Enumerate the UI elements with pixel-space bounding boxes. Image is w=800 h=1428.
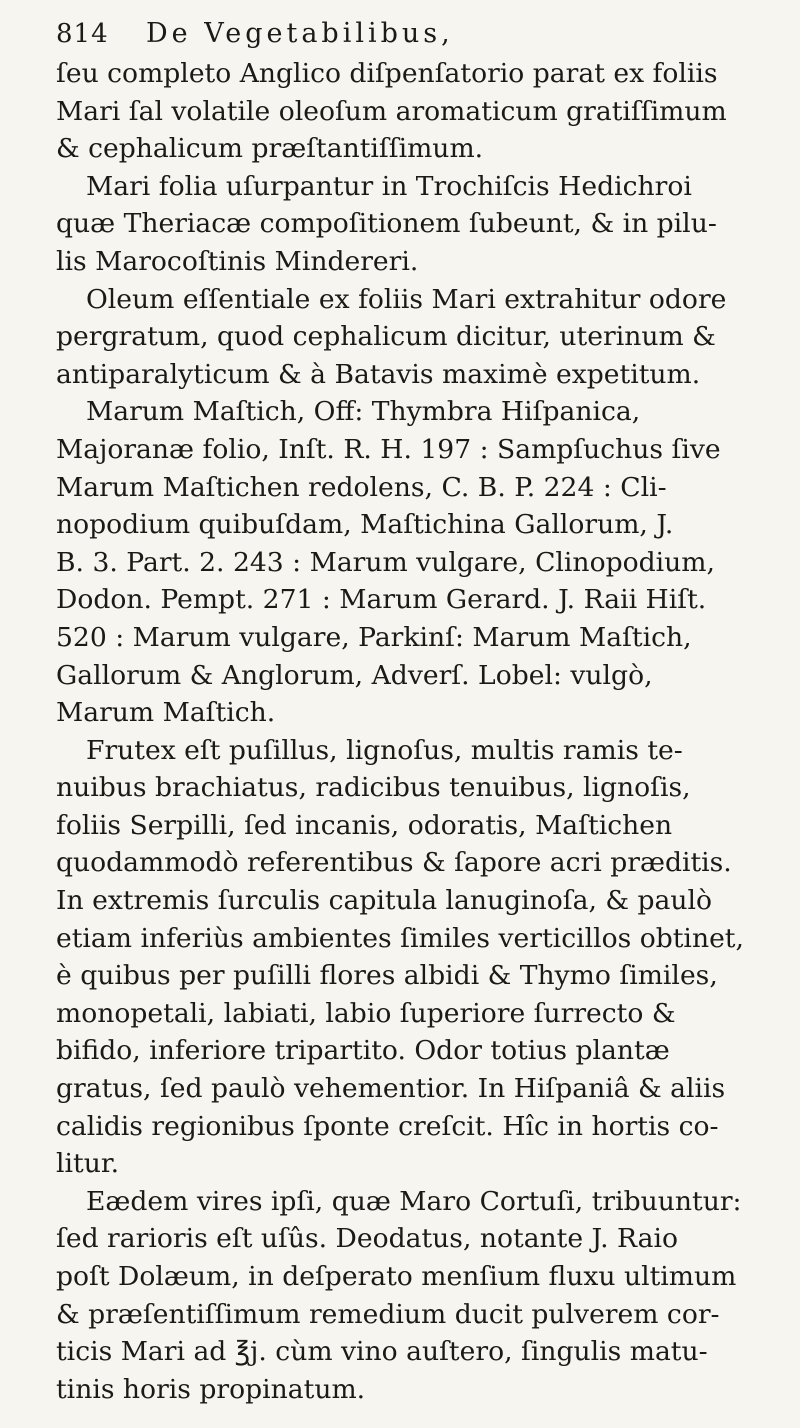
text-line: Marum Maſtich, Off: Thymbra Hiſpanica, [86, 396, 641, 428]
page-number: 814 [56, 19, 109, 49]
text-line: Gallorum & Anglorum, Adverſ. Lobel: vulgò, [56, 659, 653, 691]
paragraph-vires [56, 1183, 758, 1409]
text-line: ſed rarioris eſt uſûs. Deodatus, notante J. Raio [56, 1223, 679, 1255]
text-line: Majoranæ folio, Inſt. R. H. 197 : Sampſuchus ſive [56, 433, 721, 465]
text-line: ſeu completo Anglico diſpenſatorio parat ex foliis [56, 58, 718, 89]
paragraph-description [56, 732, 758, 1183]
text-line: litur. [56, 1148, 120, 1180]
text-line: calidis regionibus ſponte creſcit. Hîc in hortis co- [56, 1110, 719, 1142]
running-head [56, 18, 758, 49]
running-title: De Vegetabilibus, [146, 18, 454, 49]
paragraph-trochiscis [56, 168, 758, 281]
text-line: In extremis ſurculis capitula lanuginoſa, & paulò [56, 885, 713, 917]
paragraph-oleum [56, 281, 758, 394]
text-line: & præſentiſſimum remedium ducit pulverem cor- [56, 1298, 720, 1330]
text-line: Oleum eſſentiale ex foliis Mari extrahitur odore [86, 283, 727, 315]
text-line: Eædem vires ipſi, quæ Maro Cortuſi, tribuuntur: [86, 1185, 742, 1217]
text-line: quæ Theriacæ compoſitionem ſubeunt, & in pilu- [56, 208, 717, 240]
text-line: bifido, inferiore tripartito. Odor totius plantæ [56, 1035, 670, 1067]
text-line: & cephalicum præſtantiſſimum. [56, 133, 484, 165]
text-line: poſt Dolæum, in deſperato menſium fluxu ultimum [56, 1261, 737, 1292]
text-line: etiam inferiùs ambientes ſimiles verticillos obtinet, [56, 922, 744, 954]
paragraph-syrup-anglico [56, 55, 758, 168]
text-line: foliis Serpilli, ſed incanis, odoratis, Maſtichen [56, 809, 673, 841]
text-line: è quibus per puſilli flores albidi & Thymo ſimiles, [56, 960, 718, 992]
text-line: Mari ſal volatile oleoſum aromaticum gratiſſimum [56, 95, 727, 127]
text-line: pergratum, quod cephalicum dicitur, uterinum & [56, 321, 716, 353]
text-line: lis Marocoſtinis Mindereri. [56, 245, 419, 277]
text-line: Marum Maſtichen redolens, C. B. P. 224 : Cli- [56, 471, 667, 503]
text-line: 520 : Marum vulgare, Parkinſ: Marum Maſtich, [56, 621, 692, 653]
text-line: Mari folia uſurpantur in Trochiſcis Hedichroi [86, 170, 692, 202]
text-line: B. 3. Part. 2. 243 : Marum vulgare, Clinopodium, [56, 546, 715, 578]
text-line: quodammodò referentibus & ſapore acri præditis. [56, 847, 732, 879]
text-line: Dodon. Pempt. 271 : Marum Gerard. J. Raii Hiſt. [56, 584, 707, 616]
text-line: nuibus brachiatus, radicibus tenuibus, lignoſis, [56, 772, 691, 804]
body-text [56, 55, 758, 1408]
text-line: Frutex eſt puſillus, lignoſus, multis ramis te- [86, 734, 683, 766]
paragraph-marum-synonyms [56, 393, 758, 731]
text-line: tinis horis propinatum. [56, 1373, 366, 1405]
text-line: ticis Mari ad ℥j. cùm vino auſtero, ſingulis matu- [56, 1336, 708, 1368]
text-line: Marum Maſtich. [56, 697, 276, 729]
text-line: nopodium quibuſdam, Maſtichina Gallorum, J. [56, 509, 674, 541]
text-line: monopetali, labiati, labio ſuperiore ſurrecto & [56, 997, 676, 1029]
text-line: gratus, ſed paulò vehementior. In Hiſpaniâ & aliis [56, 1073, 726, 1105]
text-line: antiparalyticum & à Batavis maximè expetitum. [56, 358, 701, 390]
